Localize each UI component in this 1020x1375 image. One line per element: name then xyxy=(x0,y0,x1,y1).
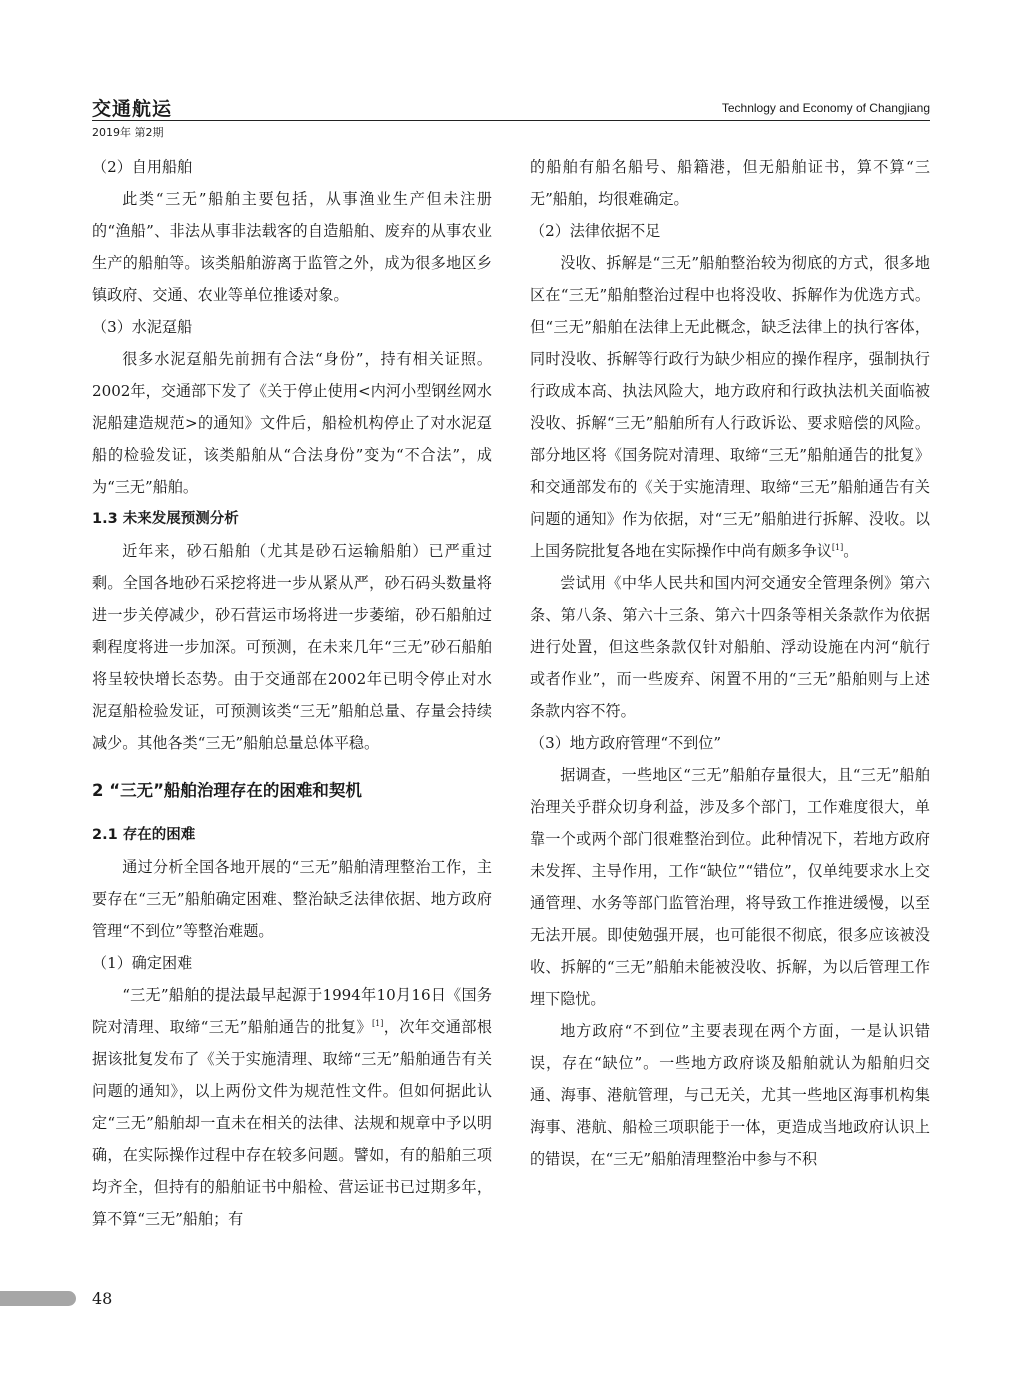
paragraph: 尝试用《中华人民共和国内河交通安全管理条例》第六条、第八条、第六十三条、第六十四条等相关条款作为依据进行处置，但这些条款仅针对船舶、浮动设施在内河“航行或者作业”，而一些废弃、闲置不用的“三无”船舶则与上述条款内容不符。 xyxy=(530,574,930,720)
footer-bar xyxy=(0,1291,76,1306)
paragraph-text: “三无”船舶的提法最早起源于1994年10月16日《国务院对清理、取缔“三无”船舶通告的批复》 xyxy=(92,986,492,1036)
paragraph: 地方政府“不到位”主要表现在两个方面，一是认识错误，存在“缺位”。一些地方政府谈及船舶就认为船舶归交通、海事、港航管理，与己无关，尤其一些地区海事机构集海事、港航、船检三项职能于一体，更造成当地政府认识上的错误，在“三无”船舶清理整治中参与不积 xyxy=(530,1022,930,1168)
paragraph: 很多水泥趸船先前拥有合法“身份”，持有相关证照。2002年，交通部下发了《关于停止使用<内河小型钢丝网水泥船建造规范>的通知》文件后，船检机构停止了对水泥趸船的检验发证，该类船舶从“合法身份”变为“不合法”，成为“三无”船舶。 xyxy=(92,350,492,496)
paragraph xyxy=(92,979,492,1235)
journal-title: 交通航运 xyxy=(92,98,173,120)
paragraph: 的船舶有船名船号、船籍港，但无船舶证书，算不算“三无”船舶，均很难确定。 xyxy=(530,158,930,208)
citation-ref[interactable]: [1] xyxy=(831,542,844,552)
paragraph-text: 没收、拆解是“三无”船舶整治较为彻底的方式，很多地区在“三无”船舶整治过程中也将没收、拆解作为优选方式。但“三无”船舶在法律上无此概念，缺乏法律上的执行客体，同时没收、拆解等行政行为缺少相应的操作程序，强制执行行政成本高、执法风险大，地方政府和行政执法机关面临被没收、拆解“三无”船舶所有人行政诉讼、要求赔偿的风险。部分地区将《国务院对清理、取缔“三无”船舶通告的批复》和交通部发布的《关于实施清理、取缔“三无”船舶通告有关问题的通知》作为依据，对“三无”船舶进行拆解、没收。以上国务院批复各地在实际操作中尚有颇多争议 xyxy=(530,254,930,560)
paragraph xyxy=(530,247,930,567)
issue-label: 2019年 第2期 xyxy=(92,126,164,139)
paragraph: 此类“三无”船舶主要包括，从事渔业生产但未注册的“渔船”、非法从事非法载客的自造船舶、废弃的从事农业生产的船舶等。该类船舶游离于监管之外，成为很多地区乡镇政府、交通、农业等单位推诿对象。 xyxy=(92,190,492,304)
right-column xyxy=(530,151,930,1175)
section-heading-2-1: 2.1 存在的困难 xyxy=(92,827,196,843)
paragraph: 通过分析全国各地开展的“三无”船舶清理整治工作，主要存在“三无”船舶确定困难、整治缺乏法律依据、地方政府管理“不到位”等整治难题。 xyxy=(92,858,492,940)
paragraph: 近年来，砂石船舶（尤其是砂石运输船舶）已严重过剩。全国各地砂石采挖将进一步从紧从严，砂石码头数量将进一步关停减少，砂石营运市场将进一步萎缩，砂石船舶过剩程度将进一步加深。可预测，在未来几年“三无”砂石船舶将呈较快增长态势。由于交通部在2002年已明令停止对水泥趸船检验发证，可预测该类“三无”船舶总量、存量会持续减少。其他各类“三无”船舶总量总体平稳。 xyxy=(92,542,492,752)
page-number: 48 xyxy=(92,1289,113,1308)
subheading-cement-barges: （3）水泥趸船 xyxy=(92,318,193,336)
left-column xyxy=(92,151,492,1235)
citation-ref[interactable]: [1] xyxy=(372,1018,384,1028)
journal-english-title: Technlogy and Economy of Changjiang xyxy=(721,101,930,115)
page-header xyxy=(92,94,930,140)
subheading-local-government: （3）地方政府管理“不到位” xyxy=(530,734,722,752)
subheading-self-use-ships: （2）自用船舶 xyxy=(92,158,193,176)
paragraph-text: 。 xyxy=(843,542,859,560)
subheading-legal-basis: （2）法律依据不足 xyxy=(530,222,661,240)
section-heading-2: 2 “三无”船舶治理存在的困难和契机 xyxy=(92,781,362,800)
paragraph-text: ，次年交通部根据该批复发布了《关于实施清理、取缔“三无”船舶通告有关问题的通知》，以上两份文件为规范性文件。但如何据此认定“三无”船舶却一直未在相关的法律、法规和规章中予以明确，在实际操作过程中存在较多问题。譬如，有的船舶三项均齐全，但持有的船舶证书中船检、营运证书已过期多年，算不算“三无”船舶；有 xyxy=(92,1018,492,1228)
paragraph: 据调查，一些地区“三无”船舶存量很大，且“三无”船舶治理关乎群众切身利益，涉及多个部门，工作难度很大，单靠一个或两个部门很难整治到位。此种情况下，若地方政府未发挥、主导作用，工作“缺位”“错位”，仅单纯要求水上交通管理、水务等部门监管治理，将导致工作推进缓慢，以至无法开展。即使勉强开展，也可能很不彻底，很多应该被没收、拆解的“三无”船舶未能被没收、拆解，为以后管理工作埋下隐忧。 xyxy=(530,766,930,1008)
header-rule xyxy=(92,120,930,121)
subheading-determination-difficulty: （1）确定困难 xyxy=(92,954,193,972)
section-heading-1-3: 1.3 未来发展预测分析 xyxy=(92,511,239,527)
